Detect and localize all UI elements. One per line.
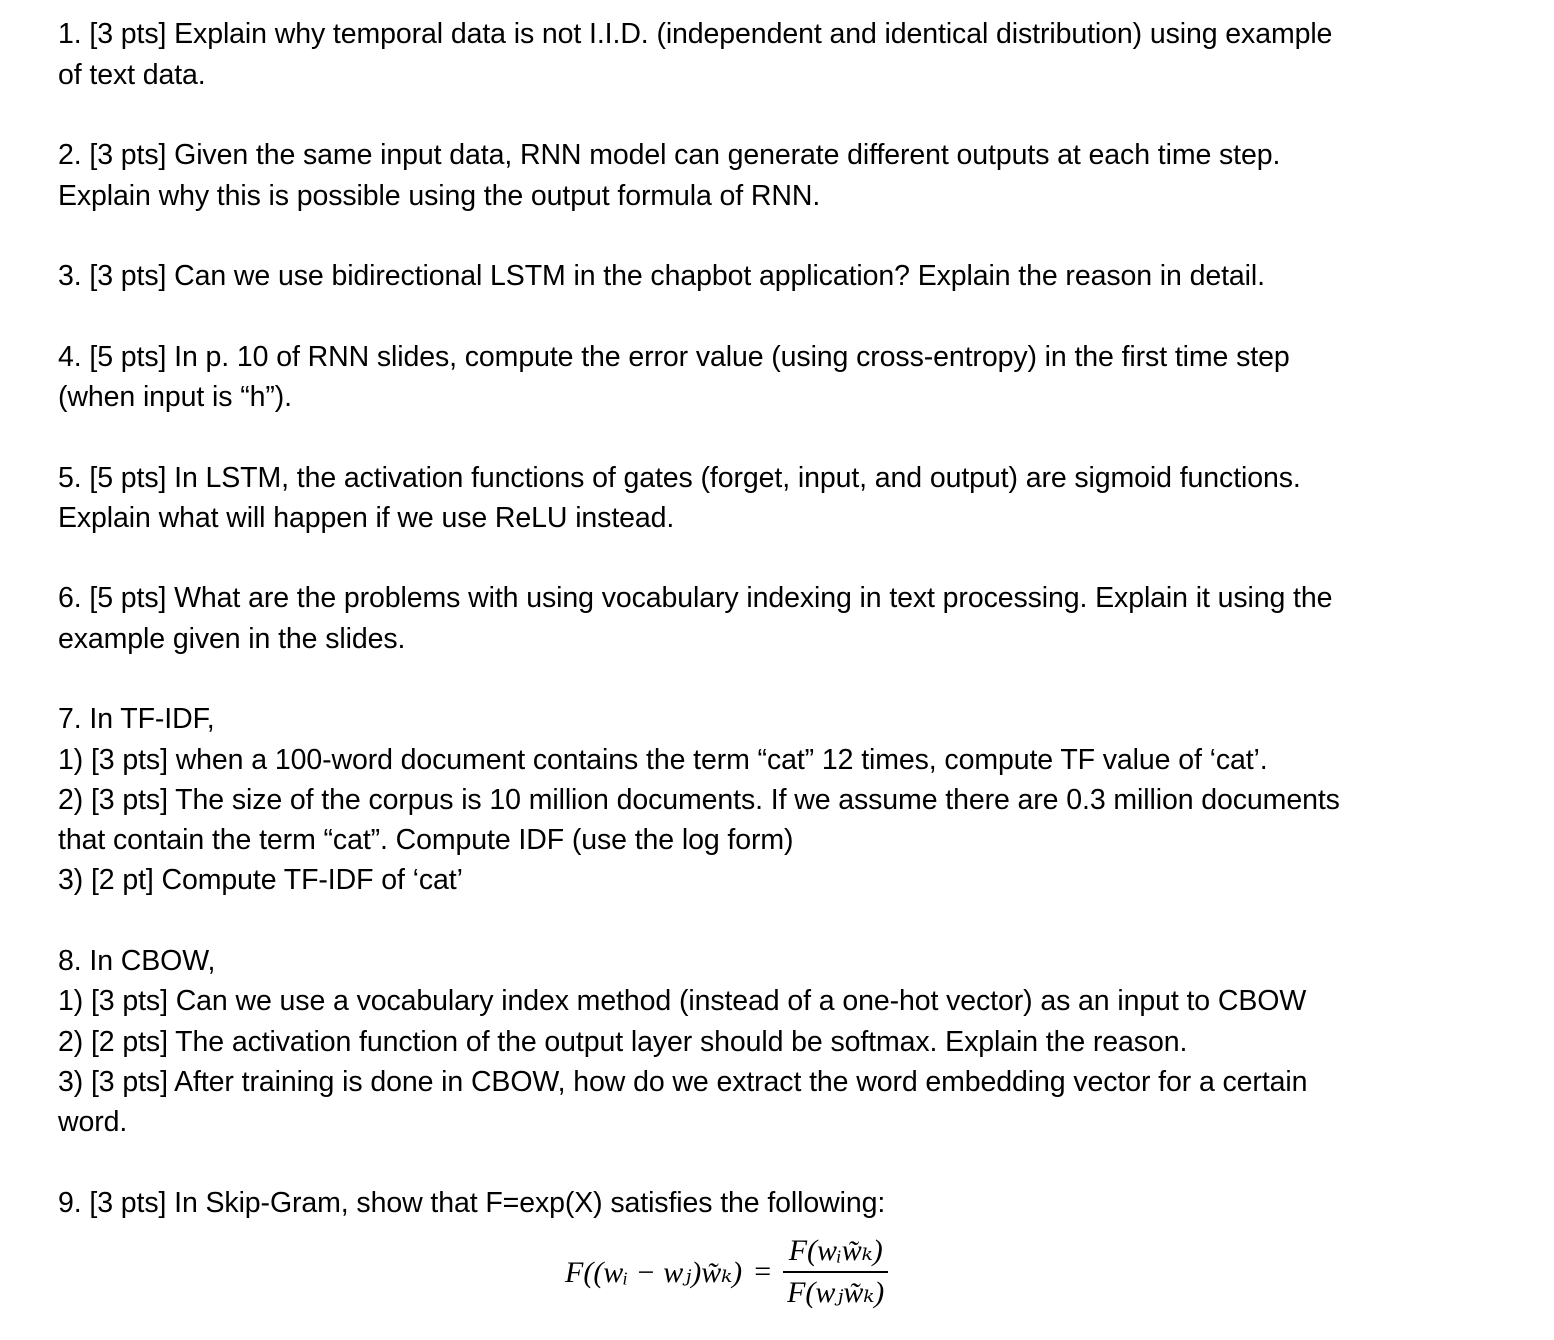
q8-part-3: 3) [3 pts] After training is done in CBOW, how do we extract the word embedding vector for a certain [58,1066,1308,1098]
q4-line-1: 4. [5 pts] In p. 10 of RNN slides, compute the error value (using cross-entropy) in the first time step [58,341,1290,373]
q3-line-1: 3. [3 pts] Can we use bidirectional LSTM in the chapbot application? Explain the reason in detail. [58,260,1265,292]
q8-part-2: 2) [2 pts] The activation function of the output layer should be softmax. Explain the reason. [58,1026,1188,1058]
q6-line-2: example given in the slides. [58,623,406,655]
q1-line-2: of text data. [58,59,206,91]
q6-line-1: 6. [5 pts] What are the problems with using vocabulary indexing in text processing. Explain it using the [58,582,1333,614]
formula-denominator: F(wⱼw̃ₖ) [787,1275,885,1309]
q7-part-2-cont: that contain the term “cat”. Compute IDF (use the log form) [58,824,794,856]
q2-line-2: Explain why this is possible using the output formula of RNN. [58,180,821,212]
q2-line-1: 2. [3 pts] Given the same input data, RNN model can generate different outputs at each time step. [58,139,1281,171]
q7-part-3: 3) [2 pt] Compute TF-IDF of ‘cat’ [58,864,463,896]
formula-numerator: F(wᵢw̃ₖ) [788,1234,883,1268]
q7-part-1: 1) [3 pts] when a 100-word document contains the term “cat” 12 times, compute TF value of ‘cat’. [58,744,1268,776]
formula-equals: = [754,1255,772,1288]
skip-gram-formula [565,1222,888,1322]
q4-line-2: (when input is “h”). [58,381,293,413]
q7-heading: 7. In TF-IDF, [58,703,215,735]
q5-line-1: 5. [5 pts] In LSTM, the activation functions of gates (forget, input, and output) are sigmoid functions. [58,462,1301,494]
q8-heading: 8. In CBOW, [58,945,216,977]
q8-part-3-cont: word. [58,1106,128,1138]
q9-line-1: 9. [3 pts] In Skip-Gram, show that F=exp(X) satisfies the following: [58,1187,886,1219]
formula-fraction [783,1231,888,1313]
formula-lhs: F((wᵢ − wⱼ)w̃ₖ) [565,1255,743,1289]
q1-line-1: 1. [3 pts] Explain why temporal data is not I.I.D. (independent and identical distribution) using example [58,18,1333,50]
q8-part-1: 1) [3 pts] Can we use a vocabulary index method (instead of a one-hot vector) as an input to CBOW [58,985,1307,1017]
q7-part-2: 2) [3 pts] The size of the corpus is 10 million documents. If we assume there are 0.3 million documents [58,784,1340,816]
q5-line-2: Explain what will happen if we use ReLU instead. [58,502,675,534]
